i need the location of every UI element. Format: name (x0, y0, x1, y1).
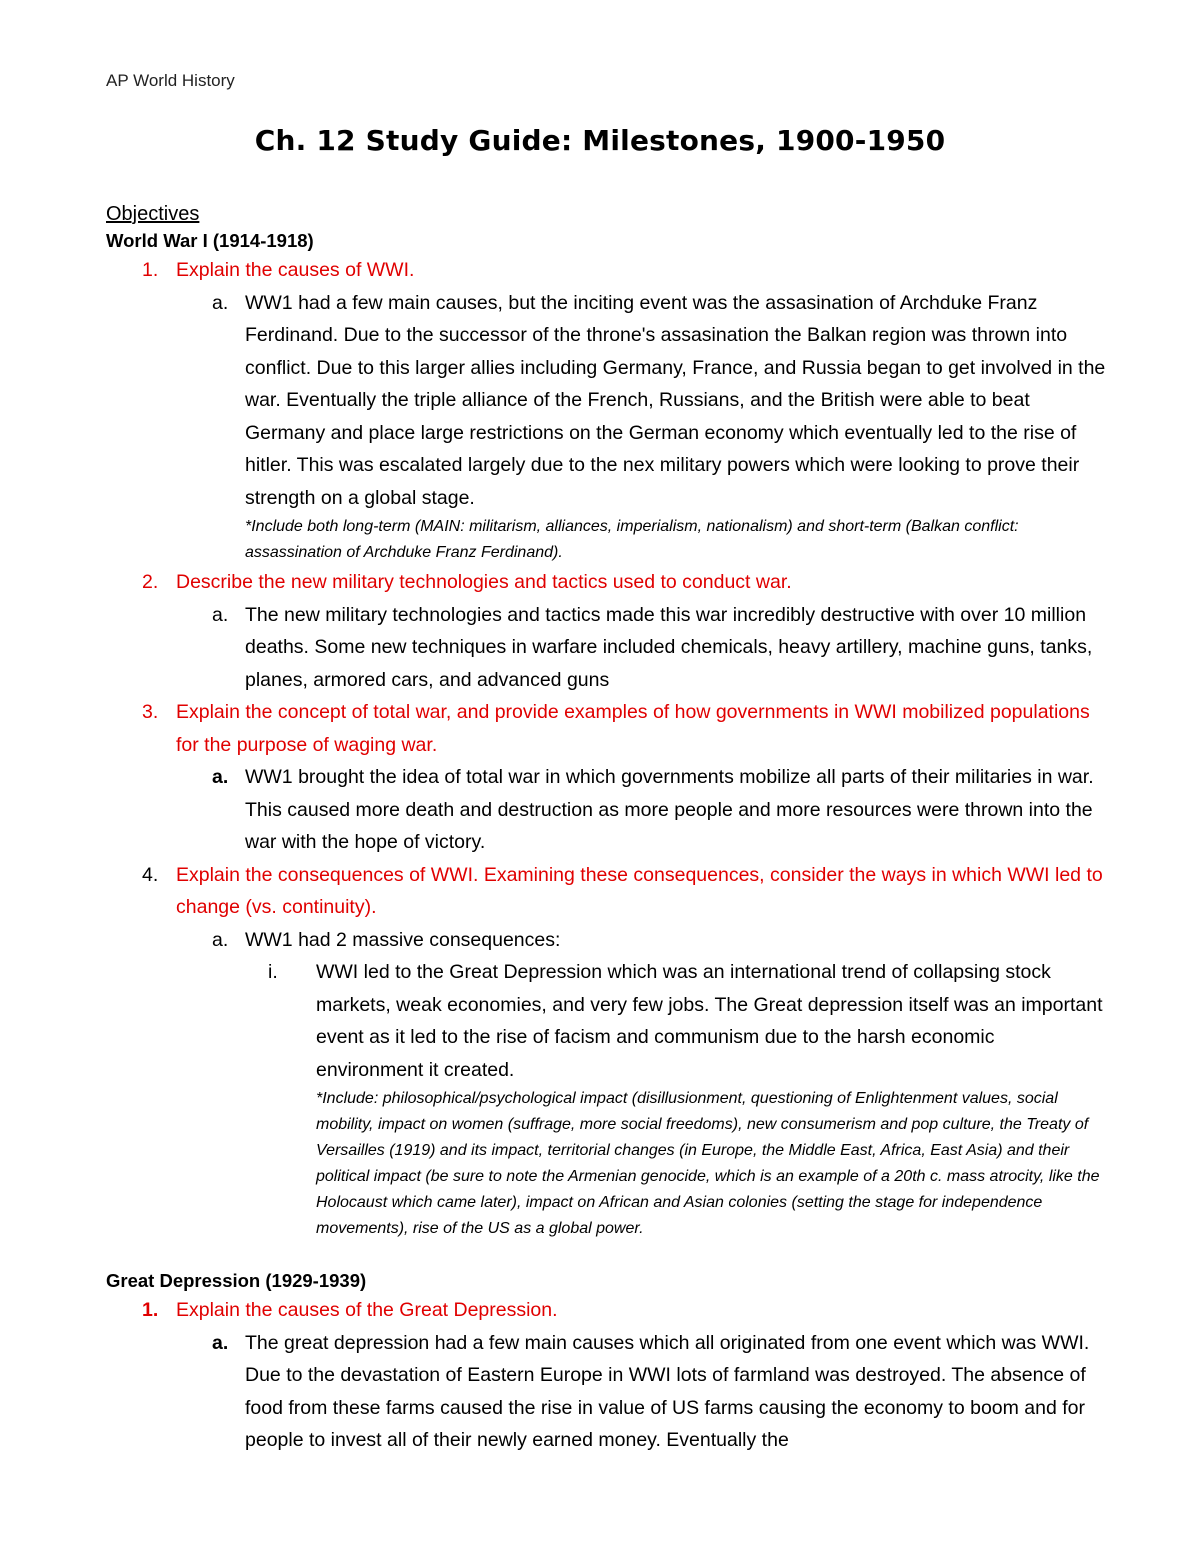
list-marker: a. (212, 1331, 229, 1354)
list-marker: a. (212, 603, 229, 626)
answer-text: WW1 had a few main causes, but the inciting event was the assasination of Archduke Franz Ferdinand. Due to the successor of the throne's assasination the Balkan region was thrown into conflict. Due to this larger allies including Germany, France, and Russia began to get involved in the war. Eventually the triple alliance of the French, Russians, and the British were able to beat Germany and place large restrictions on the German economy which eventually led to the rise of hitler. This was escalated largely due to the nex military powers which were looking to prove their strength on a global stage. (245, 291, 1106, 509)
answer-text: The great depression had a few main causes which all originated from one event which was WWI. Due to the devastation of Eastern Europe in WWI lots of farmland was destroyed. The absence of food from these farms caused the rise in value of US farms causing the economy to boom and for people to invest all of their newly earned money. Eventually the (245, 1331, 1090, 1451)
ww1-answer-4a-i (106, 956, 1106, 1086)
page-title: Ch. 12 Study Guide: Milestones, 1900-1950 (254, 124, 946, 157)
list-marker: 2. (142, 571, 159, 593)
list-marker: 1. (142, 259, 159, 281)
answer-text: WW1 had 2 massive consequences: (245, 928, 561, 951)
ww1-answer-3a (106, 761, 1106, 859)
ww1-note-1: *Include both long-term (MAIN: militarism, alliances, imperialism, nationalism) and short-term (Balkan conflict: assassination of Archduke Franz Ferdinand). (245, 518, 1019, 561)
section-heading-great-depression: Great Depression (1929-1939) (106, 1270, 367, 1291)
list-marker: a. (212, 766, 229, 788)
question-text: Explain the causes of the Great Depression. (176, 1299, 558, 1321)
question-text: Explain the concept of total war, and provide examples of how governments in WWI mobilized populations for the purpose of waging war. (176, 701, 1090, 756)
list-marker: 3. (142, 701, 159, 723)
answer-text: WWI led to the Great Depression which was an international trend of collapsing stock markets, weak economies, and very few jobs. The Great depression itself was an important event as it led to the rise of facism and communism due to the harsh economic environment it created. (316, 961, 1103, 1081)
objectives-label: Objectives (106, 203, 200, 225)
ww1-question-4 (106, 859, 1106, 924)
section-heading-ww1: World War I (1914-1918) (106, 230, 314, 251)
page-header: AP World History (106, 71, 235, 90)
ww1-answer-1a (106, 287, 1106, 515)
depression-question-1 (106, 1294, 1106, 1327)
ww1-question-3 (106, 696, 1106, 761)
answer-text: WW1 brought the idea of total war in which governments mobilize all parts of their militaries in war. This caused more death and destruction as more people and more resources were thrown into the war with the hope of victory. (245, 766, 1094, 853)
question-text: Describe the new military technologies and tactics used to conduct war. (176, 571, 792, 593)
list-marker: 4. (142, 863, 159, 886)
ww1-answer-2a (106, 599, 1106, 697)
list-marker: a. (212, 291, 229, 314)
answer-text: The new military technologies and tactics made this war incredibly destructive with over 10 million deaths. Some new techniques in warfare included chemicals, heavy artillery, machine guns, tanks, planes, armored cars, and advanced guns (245, 603, 1093, 691)
ww1-note-4: *Include: philosophical/psychological impact (disillusionment, questioning of Enlightenment values, social mobility, impact on women (suffrage, more social freedoms), new consumerism and pop culture, the Treaty of Versailles (1919) and its impact, territorial changes (in Europe, the Middle East, Africa, East Asia) and their political impact (be sure to note the Armenian genocide, which is an example of a 20th c. mass atrocity, like the Holocaust which came later), impact on African and Asian colonies (setting the stage for independence movements), rise of the US as a global power. (316, 1090, 1100, 1237)
list-marker: a. (212, 928, 229, 951)
ww1-question-1 (106, 254, 1106, 287)
document-body (106, 200, 1106, 1457)
ww1-answer-4a (106, 924, 1106, 957)
question-text: Explain the causes of WWI. (176, 259, 415, 281)
depression-answer-1a (106, 1327, 1106, 1457)
list-marker: i. (268, 961, 278, 983)
list-marker: 1. (142, 1299, 159, 1321)
question-text: Explain the consequences of WWI. Examining these consequences, consider the ways in which WWI led to change (vs. continuity). (176, 863, 1103, 918)
ww1-question-2 (106, 566, 1106, 599)
